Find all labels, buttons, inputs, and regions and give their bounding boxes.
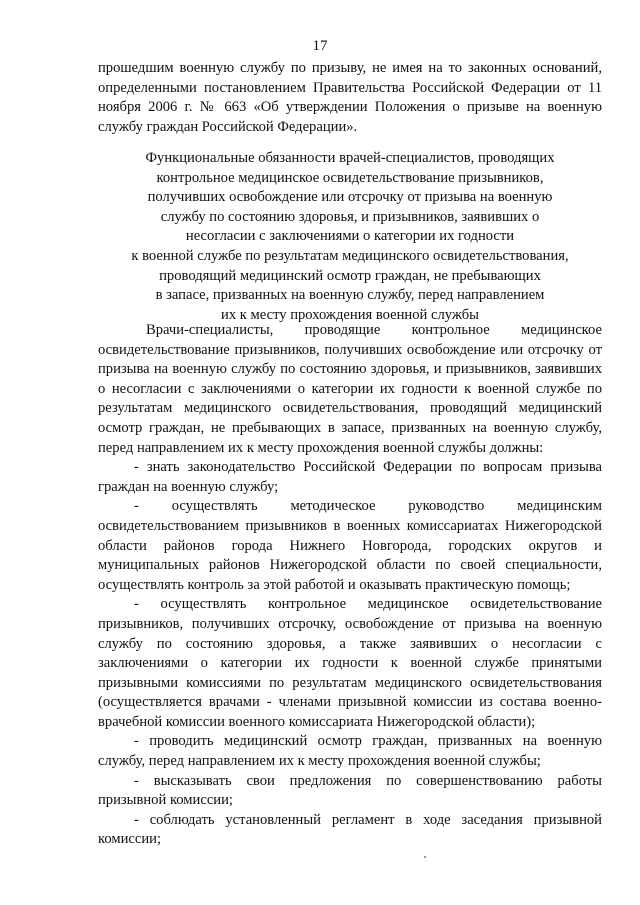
section-heading [98,149,602,325]
duty-item: - проводить медицинский осмотр граждан, призванных на военную службу, перед направлением их к месту прохождения военной службы; [98,733,602,770]
heading-line: Функциональные обязанности врачей-специалистов, проводящих [145,150,555,166]
duty-item: - высказывать свои предложения по совершенствованию работы призывной комиссии; [98,772,602,809]
heading-line: проводящий медицинский осмотр граждан, не пребывающих [159,267,541,284]
duty-item: - знать законодательство Российской Федерации по вопросам призыва граждан на военную службу; [98,459,602,495]
heading-line: в запасе, призванных на военную службу, перед направлением [155,287,545,304]
scan-speck [424,856,426,858]
heading-line: к военной службе по результатам медицинского освидетельствования, [131,247,569,264]
intro-paragraph: прошедшим военную службу по призыву, не имея на то законных оснований, определенными постановлением Правительства Российской Федерации от 11 ноября 2006 г. № 663 «Об утверждении Положения о призыве на военную службу граждан Российской Федерации». [98,60,602,135]
body-text [98,321,602,850]
duty-item: - осуществлять методическое руководство медицинским освидетельствованием призывников в военных комиссариатах Нижегородской области районов города Нижнего Новгорода, городских округов и муниципальных районов Нижегородской области по своей специальности, осуществлять контроль за этой работой и оказывать практическую помощь; [98,498,602,593]
heading-line: контрольное медицинское освидетельствование призывников, [156,169,544,186]
heading-line: службу по состоянию здоровья, и призывников, заявивших о [160,208,540,225]
heading-line: их к месту прохождения военной службы [221,306,479,323]
heading-line: несогласии с заключениями о категории их годности [185,228,515,245]
main-paragraph: Врачи-специалисты, проводящие контрольное медицинское освидетельствование призывников, получивших освобождение или отсрочку от призыва на военную службу по состоянию здоровья, и призывников, заявивших о несогласии с заключениями о категории их годности к военной службе по результатам медицинского освидетельствования, проводящий медицинский осмотр граждан, не пребывающих в запасе, призванных на военную службу, перед направлением их к месту прохождения военной службы должны: [98,322,602,456]
page-number: 17 [312,38,328,54]
heading-line: получивших освобождение или отсрочку от призыва на военную [147,189,553,206]
duty-item: - осуществлять контрольное медицинское освидетельствование призывников, получивших отсрочку, освобождение от призыва на военную службу по состоянию здоровья, а также заявивших о несогласии с заключениями о категории их годности к военной службе принятыми призывными комиссиями по результатам медицинского освидетельствования (осуществляется врачами - членами призывной комиссии из состава военно-врачебной комиссии военного комиссариата Нижегородской области); [98,596,602,730]
duty-item: - соблюдать установленный регламент в ходе заседания призывной комиссии; [98,811,602,848]
